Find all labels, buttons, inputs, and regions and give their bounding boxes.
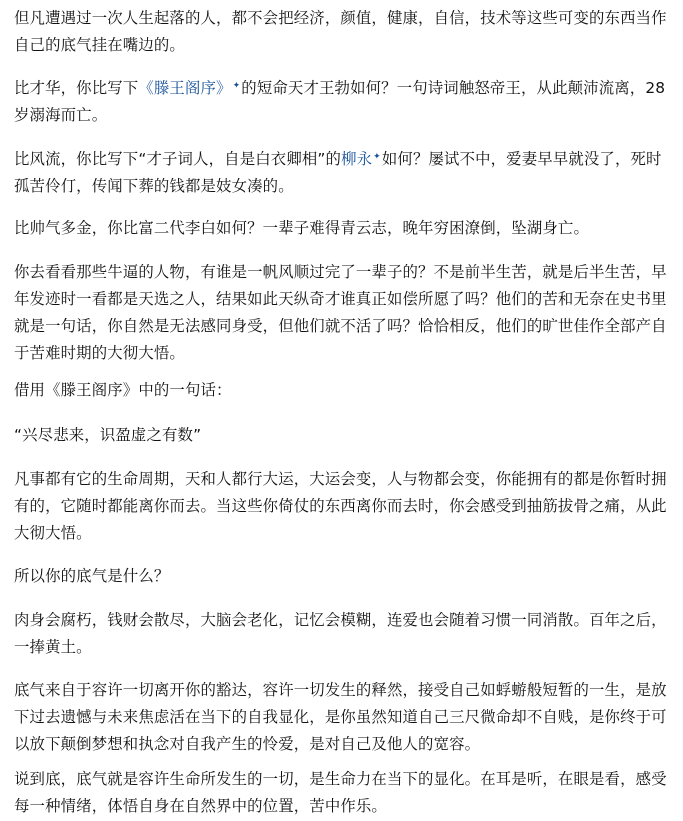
link-liu-yong[interactable]: 柳永 (341, 150, 373, 168)
paragraph-8: 凡事都有它的生命周期，天和人都行大运，大运会变，人与物都会变，你能拥有的都是你暂时拥有的，它随时都能离你而去。当这些你倚仗的东西离你而去时，你会感受到抽筋拔骨之痛，从此大彻大悟。 (14, 470, 667, 542)
paragraph-2-text-before: 比才华，你比写下 (14, 79, 139, 97)
paragraph-3-text-after: 如何？屡试不中，爱妻早早就没了，死时孤苦伶仃，传闻下葬的钱都是妓女凑的。 (14, 150, 662, 195)
link-tengwangge-xu[interactable]: 《滕王阁序》 (138, 79, 232, 97)
sparkle-icon: ✦ (373, 152, 381, 162)
quote-paragraph: “兴尽悲来，识盈虚之有数” (14, 426, 202, 444)
paragraph-10: 肉身会腐朽，钱财会散尽，大脑会老化，记忆会模糊，连爱也会随着习惯一同消散。百年之后，一捧黄土。 (14, 611, 667, 656)
sparkle-icon: ✦ (232, 81, 241, 91)
paragraph-12: 说到底，底气就是容许生命所发生的一切，是生命力在当下的显化。在耳是听，在眼是看，感受每一种情绪，体悟自身在自然界中的位置，苦中作乐。 (14, 770, 667, 815)
paragraph-1: 但凡遭遇过一次人生起落的人，都不会把经济，颜值，健康，自信，技术等这些可变的东西当作自己的底气挂在嘴边的。 (14, 9, 667, 54)
paragraph-6: 借用《滕王阁序》中的一句话： (14, 381, 232, 399)
paragraph-11: 底气来自于容许一切离开你的豁达，容许一切发生的释然，接受自己如蜉蝣般短暂的一生，是放下过去遗憾与未来焦虑活在当下的自我显化，是你虽然知道自己三尺微命却不自贱，是你终于可以放下颠倒梦想和执念对自我产生的怜爱，是对自己及他人的宽容。 (14, 681, 667, 753)
paragraph-9: 所以你的底气是什么？ (14, 567, 170, 585)
paragraph-2 (14, 75, 671, 129)
paragraph-3-text-before: 比风流，你比写下“才子词人，自是白衣卿相”的 (14, 150, 342, 168)
paragraph-4: 比帅气多金，你比富二代李白如何？一辈子难得青云志，晚年穷困潦倒，坠湖身亡。 (14, 219, 590, 237)
paragraph-5: 你去看看那些牛逼的人物，有谁是一帆风顺过完了一辈子的？不是前半生苦，就是后半生苦，早年发迹时一看都是天选之人，结果如此天纵奇才谁真正如偿所愿了吗？他们的苦和无奈在史书里就是一句话，你自然是无法感同身受，但他们就不活了吗？恰恰相反，他们的旷世佳作全部产自于苦难时期的大彻大悟。 (14, 263, 667, 362)
paragraph-3 (14, 146, 671, 200)
paragraph-2-text-after: 的短命天才王勃如何？一句诗词触怒帝王，从此颠沛流离，28岁溺海而亡。 (14, 79, 666, 124)
